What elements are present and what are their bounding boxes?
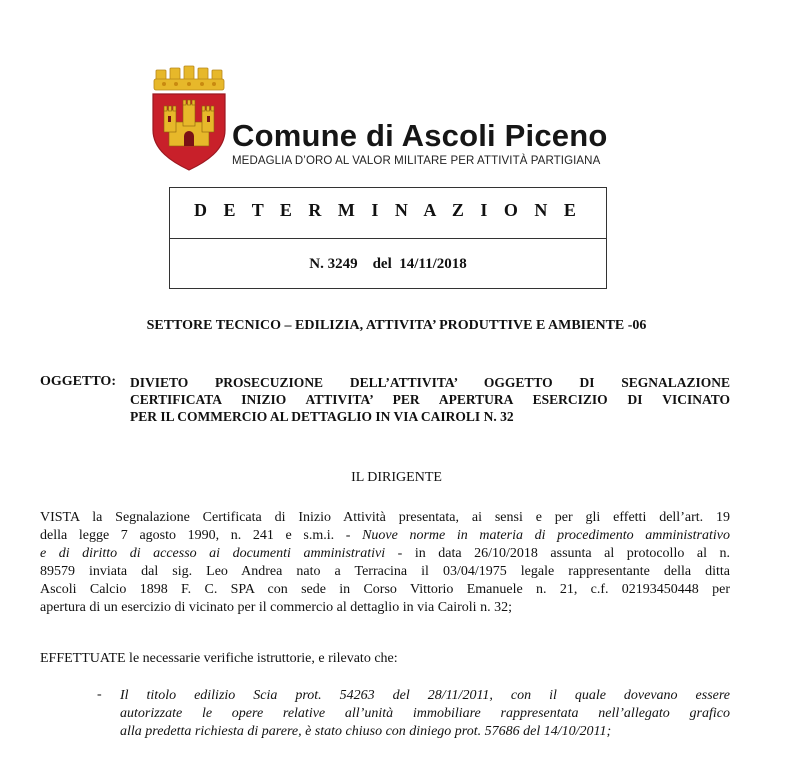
- effettuate-paragraph: EFFETTUATE le necessarie verifiche istruttorie, e rilevato che:: [40, 651, 398, 666]
- dirigente-heading: IL DIRIGENTE: [351, 470, 442, 485]
- law-title-text: e di diritto di accesso ai documenti amministrativi: [40, 546, 386, 561]
- subject-line: CERTIFICATA INIZIO ATTIVITA’ PER APERTURA ESERCIZIO DI VICINATO: [130, 392, 730, 407]
- line-text: - in data 26/10/2018 assunta al protocollo al n.: [385, 546, 730, 561]
- determination-number-label: N. 3249: [309, 256, 358, 272]
- subject-line: DIVIETO PROSECUZIONE DELL’ATTIVITA’ OGGETTO DI SEGNALAZIONE: [130, 375, 730, 390]
- determination-title: D E T E R M I N A Z I O N E: [194, 200, 582, 220]
- determination-number: [170, 256, 606, 273]
- bullet-line: Il titolo edilizio Scia prot. 54263 del 28/11/2011, con il quale dovevano essere: [120, 688, 730, 703]
- bullet-line: autorizzate le opere relative all’unità immobiliare rappresentata nell’allegato grafico: [120, 706, 730, 721]
- law-title-text: Nuove norme in materia di procedimento amministrativo: [362, 528, 730, 543]
- bullet-item: [120, 687, 730, 741]
- paragraph-line: Ascoli Calcio 1898 F. C. SPA con sede in Corso Vittorio Emanuele n. 21, c.f. 02193450448 per: [40, 582, 730, 597]
- subject-label: OGGETTO:: [40, 374, 116, 389]
- box-divider: [170, 238, 606, 239]
- city-crest-icon: [150, 64, 228, 172]
- paragraph-line: 89579 inviata dal sig. Leo Andrea nato a Terracina il 03/04/1975 legale rappresentante della ditta: [40, 564, 730, 579]
- vista-paragraph: [40, 509, 730, 617]
- subject-text: [130, 374, 730, 425]
- sector-heading: SETTORE TECNICO – EDILIZIA, ATTIVITA’ PRODUTTIVE E AMBIENTE -06: [146, 318, 647, 333]
- paragraph-line: VISTA la Segnalazione Certificata di Inizio Attività presentata, ai sensi e per gli effetti dell’art. 19: [40, 510, 730, 525]
- subject-line: PER IL COMMERCIO AL DETTAGLIO IN VIA CAIROLI N. 32: [130, 409, 514, 424]
- bullet-dash: -: [97, 687, 102, 702]
- paragraph-line: [40, 527, 730, 545]
- paragraph-line: [40, 545, 730, 563]
- determination-date: del 14/11/2018: [372, 256, 467, 272]
- paragraph-line: apertura di un esercizio di vicinato per il commercio al dettaglio in via Cairoli n. 32;: [40, 600, 512, 615]
- organization-name: Comune di Ascoli Piceno: [232, 118, 608, 153]
- bullet-line: alla predetta richiesta di parere, è stato chiuso con diniego prot. 57686 del 14/10/2011;: [120, 724, 612, 739]
- determination-box: [169, 187, 607, 289]
- organization-motto: MEDAGLIA D’ORO AL VALOR MILITARE PER ATTIVITÀ PARTIGIANA: [232, 155, 601, 167]
- line-text: della legge 7 agosto 1990, n. 241 e s.m.i. -: [40, 528, 363, 543]
